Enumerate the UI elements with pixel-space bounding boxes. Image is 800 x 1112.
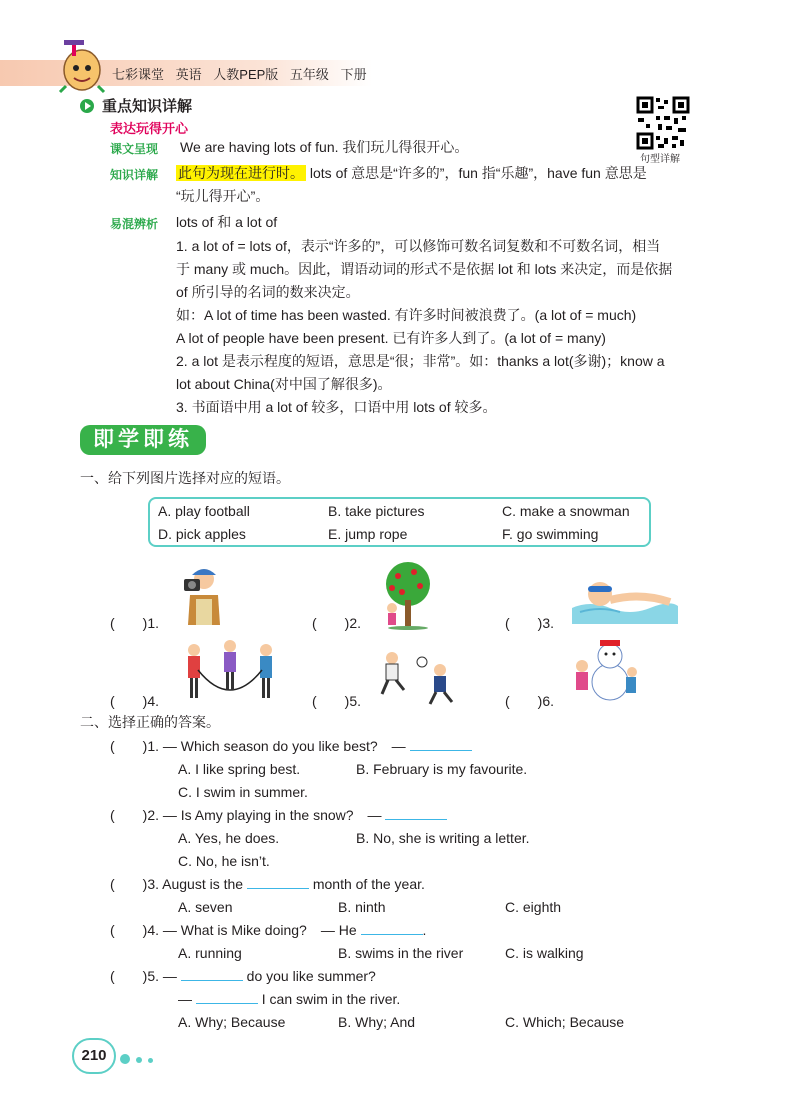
q5-option-b: B. Why; And (338, 1014, 416, 1030)
question-5 (110, 966, 376, 986)
option-a: A. play football (158, 503, 250, 519)
q5-option-a: A. Why; Because (178, 1014, 286, 1030)
q4-answer-paren[interactable]: ( )4. (110, 922, 159, 938)
q4-option-b: B. swims in the river (338, 945, 464, 961)
pic-answer-1[interactable]: ( )1. (110, 615, 159, 631)
play-icon (80, 99, 94, 113)
question-4 (110, 920, 426, 940)
confuse-line: of 所引导的名词的数来决定。 (176, 284, 360, 300)
header-text (112, 64, 375, 83)
confuse-line: 如：A lot of time has been wasted. 有许多时间被浪费了。(a lot of = much) (176, 307, 637, 323)
q2-option-b: B. No, she is writing a letter. (356, 830, 530, 846)
q3-stem: August is the (162, 876, 244, 892)
q3-blank[interactable] (247, 875, 309, 889)
option-e: E. jump rope (328, 526, 408, 542)
pick-apples-image (378, 560, 438, 630)
q1-option-a: A. I like spring best. (178, 761, 301, 777)
confuse-line: 3. 书面语中用 a lot of 较多，口语中用 lots of 较多。 (176, 399, 497, 415)
confuse-line: lot about China(对中国了解很多)。 (176, 376, 392, 392)
section-title-text: 重点知识详解 (102, 98, 193, 115)
page-dot (148, 1058, 153, 1063)
pic-answer-3[interactable]: ( )3. (505, 615, 554, 631)
pic-answer-2[interactable]: ( )2. (312, 615, 361, 631)
q5-stem-after: do you like summer? (246, 968, 376, 984)
confuse-line: 1. a lot of = lots of，表示“许多的”，可以修饰可数名词复数和不可数名词，相当 (176, 238, 661, 254)
q5-blank-2[interactable] (196, 990, 258, 1004)
section-subtitle: 表达玩得开心 (110, 121, 189, 136)
part2-title: 二、选择正确的答案。 (80, 714, 220, 730)
q4-option-c: C. is walking (505, 945, 584, 961)
q3-option-a: A. seven (178, 899, 233, 915)
header-grade: 五年级 (289, 67, 329, 82)
option-c: C. make a snowman (502, 503, 630, 519)
page-number: 210 (72, 1038, 116, 1074)
q2-blank[interactable] (385, 806, 447, 820)
confuse-title: lots of 和 a lot of (176, 214, 278, 230)
q3-option-c: C. eighth (505, 899, 562, 915)
confuse-line: 2. a lot 是表示程度的短语，意思是“很；非常”。如：thanks a lot(多谢)；know a (176, 353, 665, 369)
knowledge-highlight: 此句为现在进行时。 (178, 165, 304, 181)
q5-line2-dash: — (178, 991, 192, 1007)
part1-title: 一、给下列图片选择对应的短语。 (80, 470, 290, 486)
q4-blank[interactable] (361, 921, 423, 935)
jump-rope-image (180, 636, 280, 706)
option-f: F. go swimming (502, 526, 599, 542)
make-a-snowman-image (570, 636, 640, 706)
take-pictures-image (174, 565, 234, 629)
practice-banner: 即学即练 (80, 425, 206, 455)
q2-stem: — Is Amy playing in the snow? — (162, 807, 382, 823)
header-series: 七彩课堂 (112, 67, 165, 82)
q1-option-b: B. February is my favourite. (356, 761, 528, 777)
q2-option-c: C. No, he isn’t. (178, 853, 270, 869)
q5-answer-paren[interactable]: ( )5. (110, 968, 159, 984)
q3-option-b: B. ninth (338, 899, 386, 915)
q5-line2-after: I can swim in the river. (261, 991, 401, 1007)
pic-answer-4[interactable]: ( )4. (110, 693, 159, 709)
mascot-icon (52, 38, 110, 94)
section-title (80, 95, 192, 116)
tag-confuse: 易混辨析 (110, 217, 159, 231)
question-3 (110, 874, 425, 894)
q4-stem: — What is Mike doing? — He (162, 922, 357, 938)
qr-code-icon[interactable] (636, 96, 690, 150)
q5-line-2 (178, 989, 400, 1009)
option-b: B. take pictures (328, 503, 425, 519)
q4-stem-after: . (422, 922, 427, 938)
tag-text: 课文呈现 (110, 142, 159, 156)
page-dot (136, 1057, 142, 1063)
q1-stem: — Which season do you like best? — (162, 738, 406, 754)
q3-stem-after: month of the year. (312, 876, 425, 892)
qr-caption: 句型详解 (640, 154, 680, 165)
q5-stem: — (162, 968, 177, 984)
header-volume: 下册 (340, 67, 367, 82)
q1-blank[interactable] (410, 737, 472, 751)
pic-answer-5[interactable]: ( )5. (312, 693, 361, 709)
knowledge-rest: lots of 意思是“许多的”，fun 指“乐趣”，have fun 意思是 (309, 165, 647, 181)
q5-option-c: C. Which; Because (505, 1014, 625, 1030)
q2-option-a: A. Yes, he does. (178, 830, 280, 846)
q3-answer-paren[interactable]: ( )3. (110, 876, 159, 892)
page-dot (120, 1054, 130, 1064)
text-line: We are having lots of fun. 我们玩儿得很开心。 (180, 139, 469, 155)
header-subject: 英语 (175, 67, 202, 82)
play-football-image (378, 648, 460, 706)
tag-knowledge: 知识详解 (110, 168, 159, 182)
question-1 (110, 736, 472, 756)
pic-answer-6[interactable]: ( )6. (505, 693, 554, 709)
confuse-line: A lot of people have been present. 已有许多人到了。(a lot of = many) (176, 330, 606, 346)
question-2 (110, 805, 447, 825)
knowledge-line (176, 163, 647, 183)
confuse-line: 于 many 或 much。因此，谓语动词的形式不是依据 lot 和 lots 来决定，而是依据 (176, 261, 673, 277)
option-d: D. pick apples (158, 526, 246, 542)
q1-answer-paren[interactable]: ( )1. (110, 738, 159, 754)
go-swimming-image (570, 572, 680, 626)
q1-option-c: C. I swim in summer. (178, 784, 308, 800)
header-edition: 人教PEP版 (213, 67, 279, 82)
q2-answer-paren[interactable]: ( )2. (110, 807, 159, 823)
knowledge-line-2: “玩儿得开心”。 (176, 188, 270, 204)
q4-option-a: A. running (178, 945, 242, 961)
q5-blank-1[interactable] (181, 967, 243, 981)
